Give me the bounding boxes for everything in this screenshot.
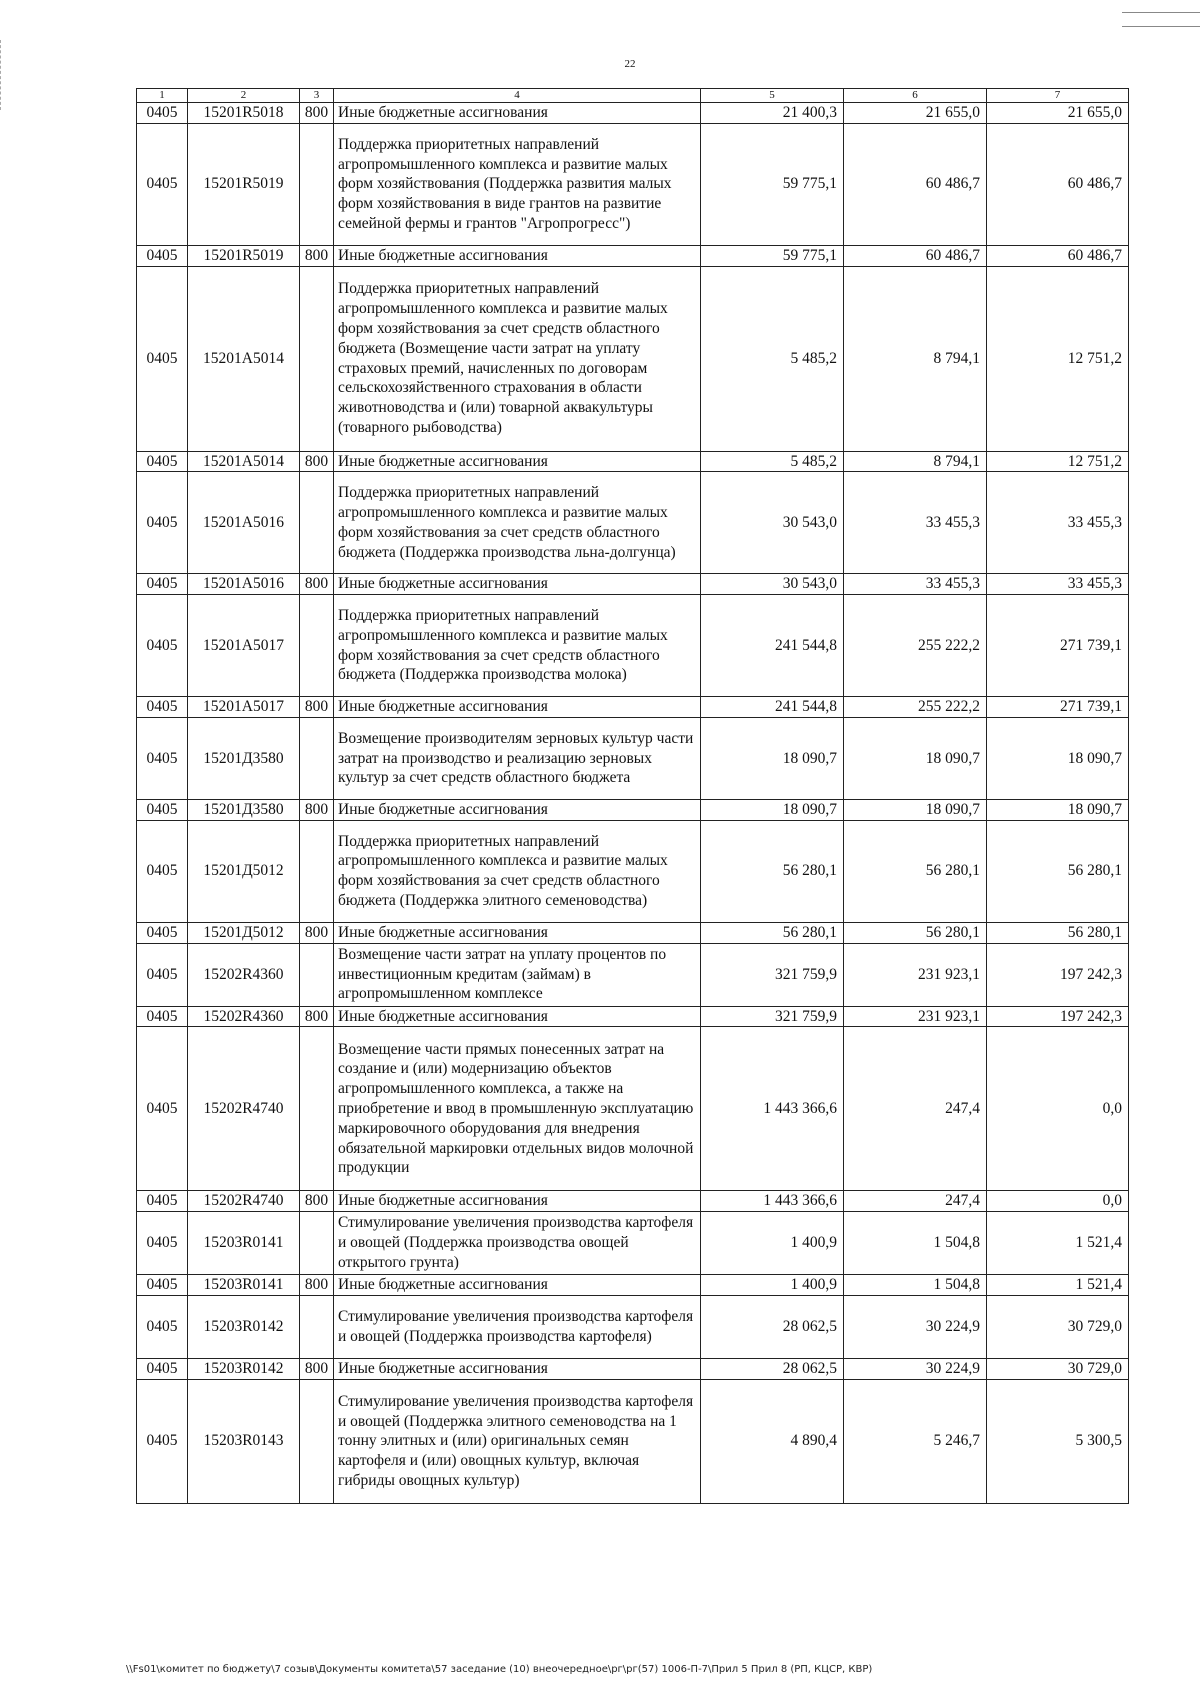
section-code: 0405 <box>137 574 188 595</box>
section-code: 0405 <box>137 1006 188 1027</box>
file-path-footer: \\Fs01\комитет по бюджету\7 созыв\Документы комитета\57 заседание (10) внеочередное\рг\рг(57) 1006-П-7\Прил 5 Прил 8 (РП, КЦСР, КВР) <box>126 1664 873 1675</box>
item-name: Иные бюджетные ассигнования <box>334 1191 701 1212</box>
scan-edge-mark <box>0 40 1 110</box>
amount-col-7: 5 300,5 <box>987 1379 1129 1503</box>
amount-col-5: 241 544,8 <box>701 595 844 697</box>
item-name: Иные бюджетные ассигнования <box>334 451 701 472</box>
section-code: 0405 <box>137 820 188 922</box>
section-code: 0405 <box>137 1295 188 1358</box>
amount-col-5: 30 543,0 <box>701 472 844 574</box>
amount-col-7: 60 486,7 <box>987 123 1129 245</box>
target-article-code: 15201R5019 <box>188 245 300 266</box>
amount-col-5: 28 062,5 <box>701 1295 844 1358</box>
amount-col-6: 231 923,1 <box>844 1006 987 1027</box>
expense-type-code <box>300 266 334 451</box>
item-name: Поддержка приоритетных направлений агропромышленного комплекса и развитие малых форм хозяйствования (Поддержка развития малых форм хозяйствования в виде грантов на развитие семейной фермы и грантов "Агропрогресс") <box>334 123 701 245</box>
target-article-code: 15203R0141 <box>188 1275 300 1296</box>
table-row <box>137 1006 1129 1027</box>
header-cell: 1 <box>137 89 188 103</box>
header-cell: 4 <box>334 89 701 103</box>
amount-col-6: 231 923,1 <box>844 943 987 1006</box>
amount-col-6: 60 486,7 <box>844 245 987 266</box>
amount-col-7: 21 655,0 <box>987 103 1129 124</box>
expense-type-code <box>300 943 334 1006</box>
target-article-code: 15201А5014 <box>188 451 300 472</box>
target-article-code: 15201А5014 <box>188 266 300 451</box>
amount-col-5: 5 485,2 <box>701 266 844 451</box>
amount-col-7: 18 090,7 <box>987 799 1129 820</box>
scan-edge-mark <box>1122 12 1200 13</box>
amount-col-6: 1 504,8 <box>844 1212 987 1275</box>
section-code: 0405 <box>137 697 188 718</box>
header-cell: 3 <box>300 89 334 103</box>
section-code: 0405 <box>137 922 188 943</box>
target-article-code: 15201Д5012 <box>188 922 300 943</box>
budget-table <box>136 88 1129 1504</box>
amount-col-6: 56 280,1 <box>844 922 987 943</box>
item-name: Стимулирование увеличения производства картофеля и овощей (Поддержка элитного семеноводства на 1 тонну элитных и (или) оригинальных семян картофеля и (или) овощных культур, включая гибриды овощных культур) <box>334 1379 701 1503</box>
amount-col-5: 1 443 366,6 <box>701 1027 844 1191</box>
amount-col-6: 56 280,1 <box>844 820 987 922</box>
amount-col-7: 0,0 <box>987 1027 1129 1191</box>
amount-col-7: 271 739,1 <box>987 697 1129 718</box>
amount-col-7: 33 455,3 <box>987 472 1129 574</box>
amount-col-7: 33 455,3 <box>987 574 1129 595</box>
budget-table-container <box>136 88 1128 1504</box>
target-article-code: 15201R5019 <box>188 123 300 245</box>
item-name: Иные бюджетные ассигнования <box>334 103 701 124</box>
table-row <box>137 1358 1129 1379</box>
table-row <box>137 472 1129 574</box>
amount-col-7: 271 739,1 <box>987 595 1129 697</box>
table-header-row <box>137 89 1129 103</box>
table-row <box>137 103 1129 124</box>
amount-col-5: 18 090,7 <box>701 717 844 799</box>
amount-col-5: 30 543,0 <box>701 574 844 595</box>
header-cell: 5 <box>701 89 844 103</box>
section-code: 0405 <box>137 943 188 1006</box>
section-code: 0405 <box>137 1212 188 1275</box>
amount-col-5: 28 062,5 <box>701 1358 844 1379</box>
item-name: Иные бюджетные ассигнования <box>334 1006 701 1027</box>
amount-col-6: 8 794,1 <box>844 451 987 472</box>
amount-col-6: 247,4 <box>844 1027 987 1191</box>
target-article-code: 15201А5017 <box>188 697 300 718</box>
target-article-code: 15201R5018 <box>188 103 300 124</box>
item-name: Иные бюджетные ассигнования <box>334 1358 701 1379</box>
section-code: 0405 <box>137 451 188 472</box>
target-article-code: 15203R0142 <box>188 1295 300 1358</box>
amount-col-6: 30 224,9 <box>844 1358 987 1379</box>
item-name: Возмещение части прямых понесенных затрат на создание и (или) модернизацию объектов агропромышленного комплекса, а также на приобретение и ввод в промышленную эксплуатацию маркировочного оборудования для внедрения обязательной маркировки отдельных видов молочной продукции <box>334 1027 701 1191</box>
item-name: Поддержка приоритетных направлений агропромышленного комплекса и развитие малых форм хозяйствования за счет средств областного бюджета (Поддержка элитного семеноводства) <box>334 820 701 922</box>
section-code: 0405 <box>137 1191 188 1212</box>
amount-col-7: 56 280,1 <box>987 820 1129 922</box>
header-cell: 6 <box>844 89 987 103</box>
amount-col-5: 1 400,9 <box>701 1212 844 1275</box>
section-code: 0405 <box>137 595 188 697</box>
target-article-code: 15202R4360 <box>188 1006 300 1027</box>
item-name: Возмещение производителям зерновых культур части затрат на производство и реализацию зерновых культур за счет средств областного бюджета <box>334 717 701 799</box>
item-name: Иные бюджетные ассигнования <box>334 1275 701 1296</box>
amount-col-6: 30 224,9 <box>844 1295 987 1358</box>
item-name: Возмещение части затрат на уплату процентов по инвестиционным кредитам (займам) в агропромышленном комплексе <box>334 943 701 1006</box>
table-row <box>137 1212 1129 1275</box>
amount-col-5: 18 090,7 <box>701 799 844 820</box>
table-row <box>137 245 1129 266</box>
expense-type-code <box>300 595 334 697</box>
target-article-code: 15201Д5012 <box>188 820 300 922</box>
expense-type-code <box>300 717 334 799</box>
item-name: Иные бюджетные ассигнования <box>334 245 701 266</box>
amount-col-5: 241 544,8 <box>701 697 844 718</box>
section-code: 0405 <box>137 1379 188 1503</box>
table-row <box>137 717 1129 799</box>
expense-type-code <box>300 472 334 574</box>
target-article-code: 15201А5016 <box>188 472 300 574</box>
amount-col-6: 33 455,3 <box>844 472 987 574</box>
amount-col-5: 4 890,4 <box>701 1379 844 1503</box>
section-code: 0405 <box>137 717 188 799</box>
section-code: 0405 <box>137 245 188 266</box>
section-code: 0405 <box>137 123 188 245</box>
amount-col-7: 30 729,0 <box>987 1295 1129 1358</box>
amount-col-6: 18 090,7 <box>844 799 987 820</box>
table-row <box>137 451 1129 472</box>
amount-col-7: 12 751,2 <box>987 451 1129 472</box>
target-article-code: 15202R4740 <box>188 1027 300 1191</box>
table-row <box>137 595 1129 697</box>
target-article-code: 15202R4360 <box>188 943 300 1006</box>
section-code: 0405 <box>137 1275 188 1296</box>
amount-col-5: 59 775,1 <box>701 245 844 266</box>
expense-type-code: 800 <box>300 697 334 718</box>
amount-col-6: 255 222,2 <box>844 595 987 697</box>
table-row <box>137 697 1129 718</box>
item-name: Поддержка приоритетных направлений агропромышленного комплекса и развитие малых форм хозяйствования за счет средств областного бюджета (Поддержка производства льна-долгунца) <box>334 472 701 574</box>
amount-col-5: 321 759,9 <box>701 943 844 1006</box>
amount-col-5: 5 485,2 <box>701 451 844 472</box>
target-article-code: 15201Д3580 <box>188 799 300 820</box>
amount-col-7: 18 090,7 <box>987 717 1129 799</box>
table-row <box>137 1295 1129 1358</box>
amount-col-6: 33 455,3 <box>844 574 987 595</box>
table-row <box>137 799 1129 820</box>
table-row <box>137 266 1129 451</box>
expense-type-code <box>300 1379 334 1503</box>
amount-col-5: 56 280,1 <box>701 922 844 943</box>
target-article-code: 15201А5017 <box>188 595 300 697</box>
amount-col-6: 5 246,7 <box>844 1379 987 1503</box>
expense-type-code: 800 <box>300 574 334 595</box>
table-row <box>137 820 1129 922</box>
amount-col-5: 21 400,3 <box>701 103 844 124</box>
target-article-code: 15201А5016 <box>188 574 300 595</box>
expense-type-code: 800 <box>300 1358 334 1379</box>
amount-col-6: 21 655,0 <box>844 103 987 124</box>
amount-col-6: 8 794,1 <box>844 266 987 451</box>
expense-type-code: 800 <box>300 245 334 266</box>
amount-col-7: 197 242,3 <box>987 1006 1129 1027</box>
item-name: Стимулирование увеличения производства картофеля и овощей (Поддержка производства картофеля) <box>334 1295 701 1358</box>
header-cell: 2 <box>188 89 300 103</box>
amount-col-6: 1 504,8 <box>844 1275 987 1296</box>
expense-type-code: 800 <box>300 1006 334 1027</box>
amount-col-6: 18 090,7 <box>844 717 987 799</box>
amount-col-5: 59 775,1 <box>701 123 844 245</box>
amount-col-5: 56 280,1 <box>701 820 844 922</box>
page-number: 22 <box>624 58 636 70</box>
expense-type-code: 800 <box>300 1275 334 1296</box>
table-row <box>137 922 1129 943</box>
target-article-code: 15203R0141 <box>188 1212 300 1275</box>
amount-col-7: 56 280,1 <box>987 922 1129 943</box>
expense-type-code <box>300 1027 334 1191</box>
section-code: 0405 <box>137 266 188 451</box>
header-cell: 7 <box>987 89 1129 103</box>
item-name: Стимулирование увеличения производства картофеля и овощей (Поддержка производства овощей открытого грунта) <box>334 1212 701 1275</box>
expense-type-code <box>300 1295 334 1358</box>
target-article-code: 15203R0142 <box>188 1358 300 1379</box>
expense-type-code <box>300 1212 334 1275</box>
amount-col-6: 60 486,7 <box>844 123 987 245</box>
amount-col-6: 255 222,2 <box>844 697 987 718</box>
amount-col-7: 0,0 <box>987 1191 1129 1212</box>
table-row <box>137 943 1129 1006</box>
amount-col-6: 247,4 <box>844 1191 987 1212</box>
expense-type-code: 800 <box>300 451 334 472</box>
item-name: Иные бюджетные ассигнования <box>334 799 701 820</box>
amount-col-7: 30 729,0 <box>987 1358 1129 1379</box>
scan-edge-mark <box>1122 26 1200 27</box>
item-name: Поддержка приоритетных направлений агропромышленного комплекса и развитие малых форм хозяйствования за счет средств областного бюджета (Возмещение части затрат на уплату страховых премий, начисленных по договорам сельскохозяйственного страхования в области животноводства и (или) товарной аквакультуры (товарного рыбоводства) <box>334 266 701 451</box>
table-row <box>137 123 1129 245</box>
item-name: Иные бюджетные ассигнования <box>334 697 701 718</box>
section-code: 0405 <box>137 472 188 574</box>
amount-col-7: 1 521,4 <box>987 1212 1129 1275</box>
table-row <box>137 1275 1129 1296</box>
table-row <box>137 1379 1129 1503</box>
amount-col-7: 60 486,7 <box>987 245 1129 266</box>
target-article-code: 15202R4740 <box>188 1191 300 1212</box>
table-row <box>137 574 1129 595</box>
amount-col-7: 197 242,3 <box>987 943 1129 1006</box>
expense-type-code: 800 <box>300 799 334 820</box>
expense-type-code: 800 <box>300 103 334 124</box>
expense-type-code <box>300 123 334 245</box>
item-name: Иные бюджетные ассигнования <box>334 574 701 595</box>
target-article-code: 15203R0143 <box>188 1379 300 1503</box>
table-row <box>137 1191 1129 1212</box>
section-code: 0405 <box>137 103 188 124</box>
amount-col-5: 321 759,9 <box>701 1006 844 1027</box>
section-code: 0405 <box>137 799 188 820</box>
section-code: 0405 <box>137 1358 188 1379</box>
item-name: Иные бюджетные ассигнования <box>334 922 701 943</box>
expense-type-code: 800 <box>300 922 334 943</box>
table-row <box>137 1027 1129 1191</box>
amount-col-7: 12 751,2 <box>987 266 1129 451</box>
amount-col-5: 1 400,9 <box>701 1275 844 1296</box>
amount-col-5: 1 443 366,6 <box>701 1191 844 1212</box>
expense-type-code: 800 <box>300 1191 334 1212</box>
amount-col-7: 1 521,4 <box>987 1275 1129 1296</box>
item-name: Поддержка приоритетных направлений агропромышленного комплекса и развитие малых форм хозяйствования за счет средств областного бюджета (Поддержка производства молока) <box>334 595 701 697</box>
section-code: 0405 <box>137 1027 188 1191</box>
target-article-code: 15201Д3580 <box>188 717 300 799</box>
expense-type-code <box>300 820 334 922</box>
